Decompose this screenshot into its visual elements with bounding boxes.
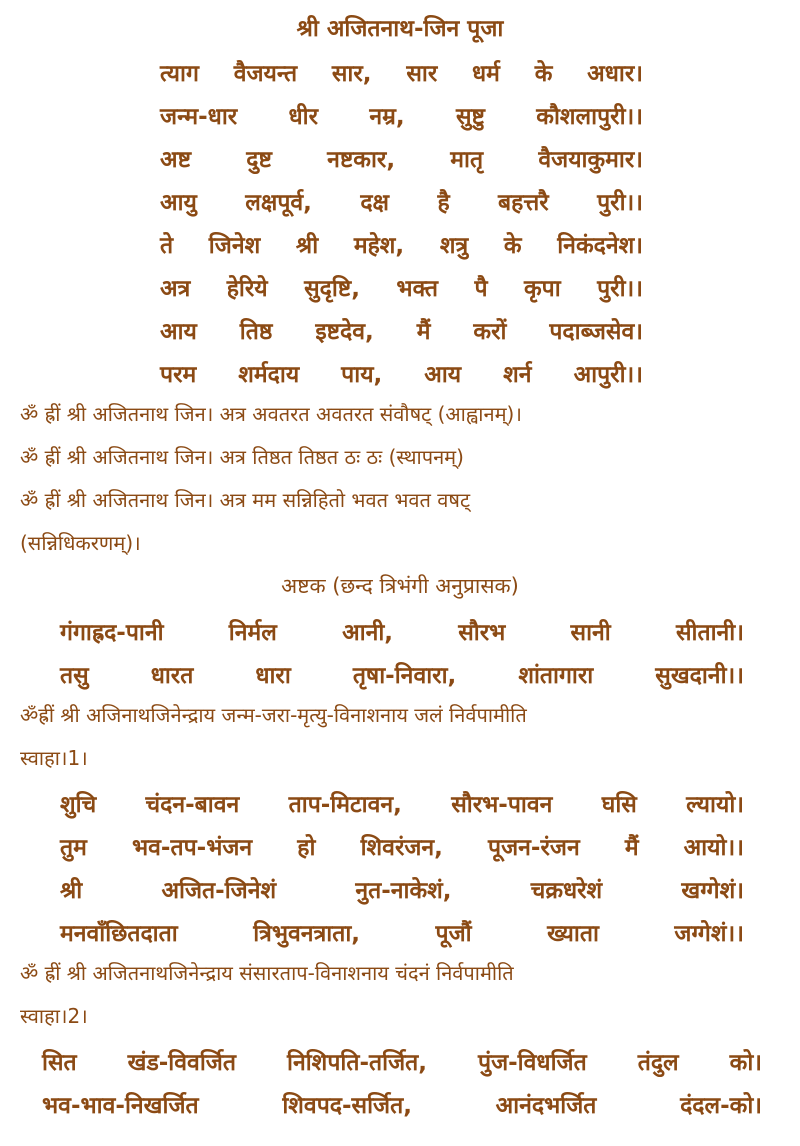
word: निर्मल	[228, 620, 277, 646]
word: पुरी।।	[597, 276, 643, 302]
word: वैजयन्त	[233, 61, 298, 87]
word: जन्म-धार	[160, 104, 238, 130]
word: धारा	[255, 663, 291, 689]
word: मैं	[624, 835, 639, 861]
ashtak-heading: अष्टक (छन्द त्रिभंगी अनुप्रासक)	[281, 574, 519, 598]
word: सीतानी।	[675, 620, 744, 646]
word: श्री	[295, 233, 319, 259]
word: घसि	[601, 792, 637, 818]
word: महेश,	[353, 233, 405, 259]
word: इष्टदेव,	[315, 319, 374, 345]
word: हेरिये	[226, 276, 268, 302]
chandan-mantra-cont: स्वाहा।2।	[20, 1004, 88, 1028]
word: ल्यायो।	[686, 792, 744, 818]
verse-line	[60, 830, 744, 862]
word: ख्याता	[547, 921, 599, 947]
word: त्याग	[160, 61, 199, 87]
word: शिवपद-सर्जित,	[282, 1093, 412, 1119]
word: सित	[42, 1050, 77, 1076]
word: के	[503, 233, 522, 259]
word: नष्टकार,	[327, 147, 396, 173]
word: को।	[729, 1050, 762, 1076]
word: आय	[160, 319, 197, 345]
word: ताप-मिटावन,	[288, 792, 402, 818]
word: लक्षपूर्व,	[245, 190, 312, 216]
ahvanan-mantra: ॐ ह्रीं श्री अजितनाथ जिन। अत्र अवतरत अवतरत संवौषट् (आह्वानम्)।	[20, 402, 522, 426]
verse-line	[60, 916, 744, 948]
verse-line	[60, 873, 744, 905]
verse-line	[160, 185, 643, 217]
word: अष्ट	[160, 147, 192, 173]
word: अधार।	[587, 61, 643, 87]
word: हो	[297, 835, 316, 861]
word: परम	[160, 362, 197, 388]
verse-line	[160, 314, 643, 346]
verse-line	[160, 357, 643, 389]
word: आनंदभर्जित	[495, 1093, 597, 1119]
word: भव-भाव-निखर्जित	[42, 1093, 199, 1119]
word: आपुरी।।	[573, 362, 643, 388]
word: दंदल-को।	[680, 1093, 762, 1119]
word: पुरी।।	[597, 190, 643, 216]
word: सार,	[331, 61, 372, 87]
word: पाय,	[341, 362, 383, 388]
word: तंदुल	[637, 1050, 679, 1076]
word: मातृ	[450, 147, 484, 173]
word: दुष्ट	[246, 147, 272, 173]
word: शत्रु	[439, 233, 469, 259]
word: पै	[474, 276, 488, 302]
word: धीर	[288, 104, 319, 130]
verse-line	[160, 99, 643, 131]
word: गंगाह्रद-पानी	[60, 620, 164, 646]
verse-line	[60, 658, 744, 690]
word: आनी,	[342, 620, 394, 646]
word: तृषा-निवारा,	[352, 663, 457, 689]
word: शर्मदाय	[238, 362, 300, 388]
word: कृपा	[523, 276, 561, 302]
verse-line	[60, 615, 744, 647]
word: त्रिभुवनत्राता,	[253, 921, 361, 947]
word: आयो।।	[683, 835, 744, 861]
word: शांतागारा	[518, 663, 594, 689]
word: खग्गेशं।	[681, 878, 744, 904]
word: निशिपति-तर्जित,	[287, 1050, 427, 1076]
word: पदाब्जसेव।	[549, 319, 643, 345]
word: धारत	[150, 663, 194, 689]
word: चंदन-बावन	[145, 792, 240, 818]
word: आय	[424, 362, 462, 388]
word: पुंज-विधर्जित	[478, 1050, 587, 1076]
verse-line	[42, 1045, 762, 1077]
word: के	[534, 61, 553, 87]
word: तुम	[60, 835, 87, 861]
word: धर्म	[472, 61, 500, 87]
chandan-mantra: ॐ ह्रीं श्री अजितनाथजिनेन्द्राय संसारताप-विनाशनाय चंदनं निर्वपामीति	[20, 961, 514, 985]
page-title: श्री अजितनाथ-जिन पूजा	[296, 16, 504, 42]
word: मनवाँछितदाता	[60, 921, 178, 947]
word: सुखदानी।।	[655, 663, 744, 689]
sthapan-mantra: ॐ ह्रीं श्री अजितनाथ जिन। अत्र तिष्ठत तिष्ठत ठः ठः (स्थापनम्)	[20, 445, 464, 469]
jal-mantra-cont: स्वाहा।1।	[20, 746, 88, 770]
word: वैजयाकुमार।	[538, 147, 643, 173]
word: भव-तप-भंजन	[131, 835, 253, 861]
word: खंड-विवर्जित	[127, 1050, 236, 1076]
word: करों	[473, 319, 507, 345]
word: निकंदनेश।	[557, 233, 643, 259]
word: सार	[406, 61, 438, 87]
word: जग्गेशं।।	[674, 921, 744, 947]
word: कौशलापुरी।।	[536, 104, 643, 130]
verse-line	[60, 787, 744, 819]
verse-line	[160, 142, 643, 174]
word: शिवरंजन,	[360, 835, 443, 861]
verse-line	[160, 271, 643, 303]
word: श्री	[60, 878, 83, 904]
word: आयु	[160, 190, 197, 216]
word: पूजन-रंजन	[488, 835, 580, 861]
word: मैं	[416, 319, 431, 345]
jal-mantra: ॐह्रीं श्री अजिनाथजिनेन्द्राय जन्म-जरा-मृत्यु-विनाशनाय जलं निर्वपामीति	[20, 703, 527, 727]
word: भक्त	[396, 276, 439, 302]
word: जिनेश	[208, 233, 261, 259]
sannidhi-mantra-cont: (सन्निधिकरणम्)।	[20, 531, 141, 555]
verse-line	[160, 56, 643, 88]
word: बहत्तरै	[498, 190, 549, 216]
word: सौरभ-पावन	[451, 792, 553, 818]
word: नुत-नाकेशं,	[355, 878, 452, 904]
word: सानी	[570, 620, 611, 646]
word: चक्रधरेशं	[530, 878, 603, 904]
word: पूजौं	[435, 921, 472, 947]
word: नम्र,	[369, 104, 405, 130]
word: ते	[160, 233, 174, 259]
sannidhi-mantra: ॐ ह्रीं श्री अजितनाथ जिन। अत्र मम सन्निहितो भवत भवत वषट्	[20, 488, 471, 512]
verse-line	[42, 1088, 762, 1120]
word: सौरभ	[458, 620, 506, 646]
word: सुष्टु	[455, 104, 485, 130]
word: शर्न	[503, 362, 532, 388]
word: अत्र	[160, 276, 191, 302]
word: तसु	[60, 663, 89, 689]
word: तिष्ठ	[239, 319, 273, 345]
word: शुचि	[60, 792, 97, 818]
verse-line	[160, 228, 643, 260]
word: दक्ष	[360, 190, 390, 216]
word: अजित-जिनेशं	[161, 878, 277, 904]
word: सुदृष्टि,	[304, 276, 360, 302]
word: है	[437, 190, 450, 216]
